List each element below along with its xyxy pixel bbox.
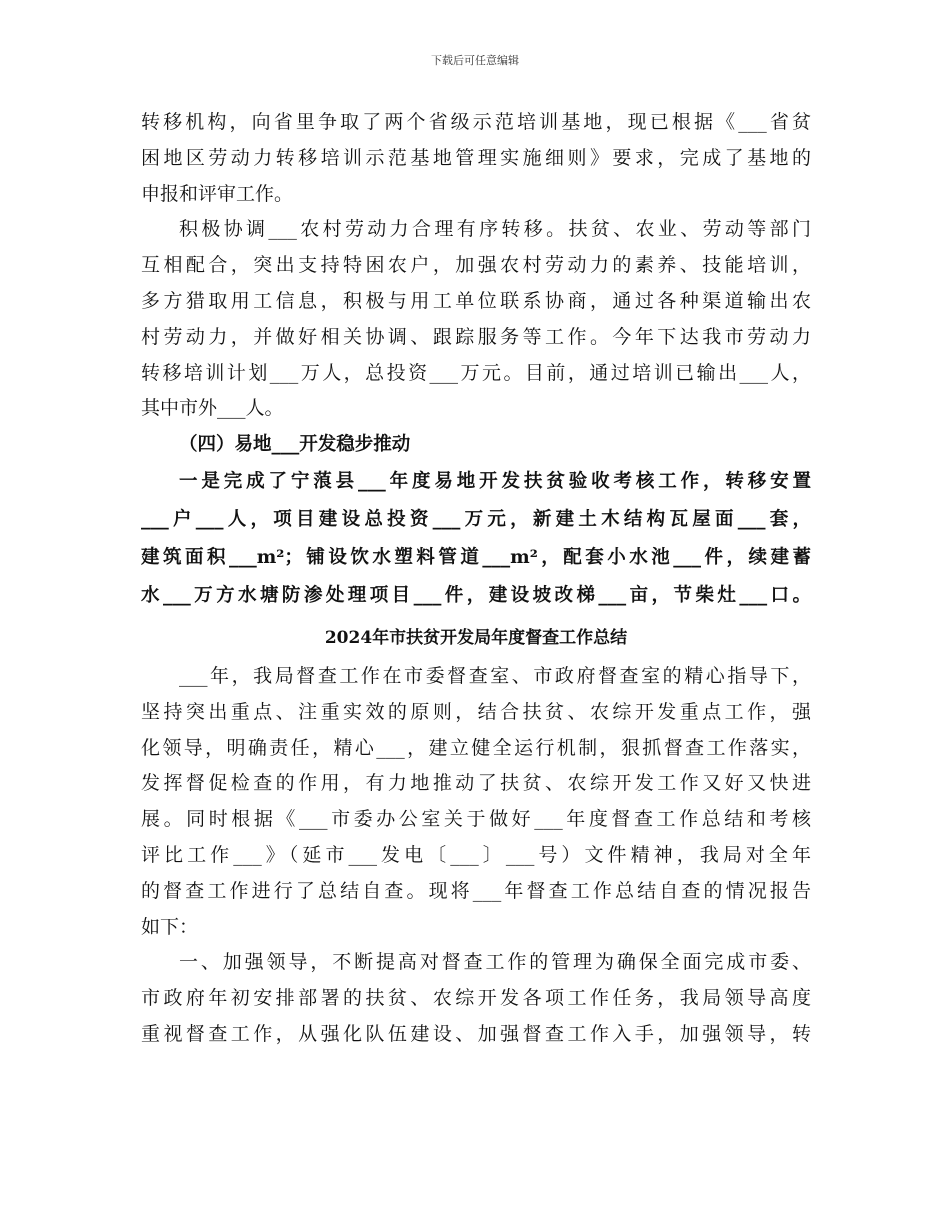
paragraph-line: 村劳动力，并做好相关协调、跟踪服务等工作。今年下达我市劳动力 <box>141 325 811 348</box>
paragraph-line: 多方猎取用工信息，积极与用工单位联系协商，通过各种渠道输出农 <box>141 289 811 312</box>
paragraph-line: 一、加强领导，不断提高对督查工作的管理为确保全面完成市委、 <box>179 951 811 974</box>
paragraph-line: 评比工作___》（延市___发电〔___〕___号）文件精神，我局对全年 <box>141 843 811 866</box>
paragraph-line: 的督查工作进行了总结自查。现将___年督查工作总结自查的情况报告 <box>141 879 811 902</box>
bold-paragraph-line: 水___万方水塘防渗处理项目___件，建设坡改梯___亩，节柴灶___口。 <box>141 584 811 606</box>
paragraph-line: 申报和评审工作。 <box>141 182 294 205</box>
bold-paragraph-line: 建筑面积___m²；铺设饮水塑料管道___m²，配套小水池___件，续建蓄 <box>141 546 811 568</box>
page-header: 下载后可任意编辑 <box>431 54 519 67</box>
paragraph-line: 困地区劳动力转移培训示范基地管理实施细则》要求，完成了基地的 <box>141 146 811 169</box>
paragraph-line: 如下： <box>141 915 199 938</box>
paragraph-line: 积极协调___农村劳动力合理有序转移。扶贫、农业、劳动等部门 <box>179 218 811 241</box>
paragraph-line: 转移机构，向省里争取了两个省级示范培训基地，现已根据《___省贫 <box>141 111 811 133</box>
paragraph-line: 重视督查工作，从强化队伍建设、加强督查工作入手，加强领导，转 <box>141 1022 811 1045</box>
paragraph-line: 发挥督促检查的作用，有力地推动了扶贫、农综开发工作又好又快进 <box>141 772 811 795</box>
paragraph-line: 转移培训计划___万人，总投资___万元。目前，通过培训已输出___人， <box>141 361 811 384</box>
paragraph-line: 市政府年初安排部署的扶贫、农综开发各项工作任务，我局领导高度 <box>141 987 811 1010</box>
paragraph-line: 坚持突出重点、注重实效的原则，结合扶贫、农综开发重点工作，强 <box>141 700 811 723</box>
bold-paragraph-line: ___户___人，项目建设总投资___万元，新建土木结构瓦屋面___套， <box>141 508 811 530</box>
paragraph-line: ___年，我局督查工作在市委督查室、市政府督查室的精心指导下， <box>179 664 811 687</box>
paragraph-line: 互相配合，突出支持特困农户，加强农村劳动力的素养、技能培训， <box>141 254 811 277</box>
document-body <box>141 105 811 1053</box>
document-title: 2024年市扶贫开发局年度督查工作总结 <box>324 627 628 648</box>
bold-paragraph-line: 一是完成了宁蒗县___年度易地开发扶贫验收考核工作，转移安置 <box>179 470 811 492</box>
section-heading: （四）易地___开发稳步推动 <box>179 434 411 456</box>
paragraph-line: 其中市外___人。 <box>141 397 284 420</box>
paragraph-line: 化领导，明确责任，精心___，建立健全运行机制，狠抓督查工作落实， <box>141 736 811 759</box>
paragraph-line: 展。同时根据《___市委办公室关于做好___年度督查工作总结和考核 <box>141 808 811 831</box>
